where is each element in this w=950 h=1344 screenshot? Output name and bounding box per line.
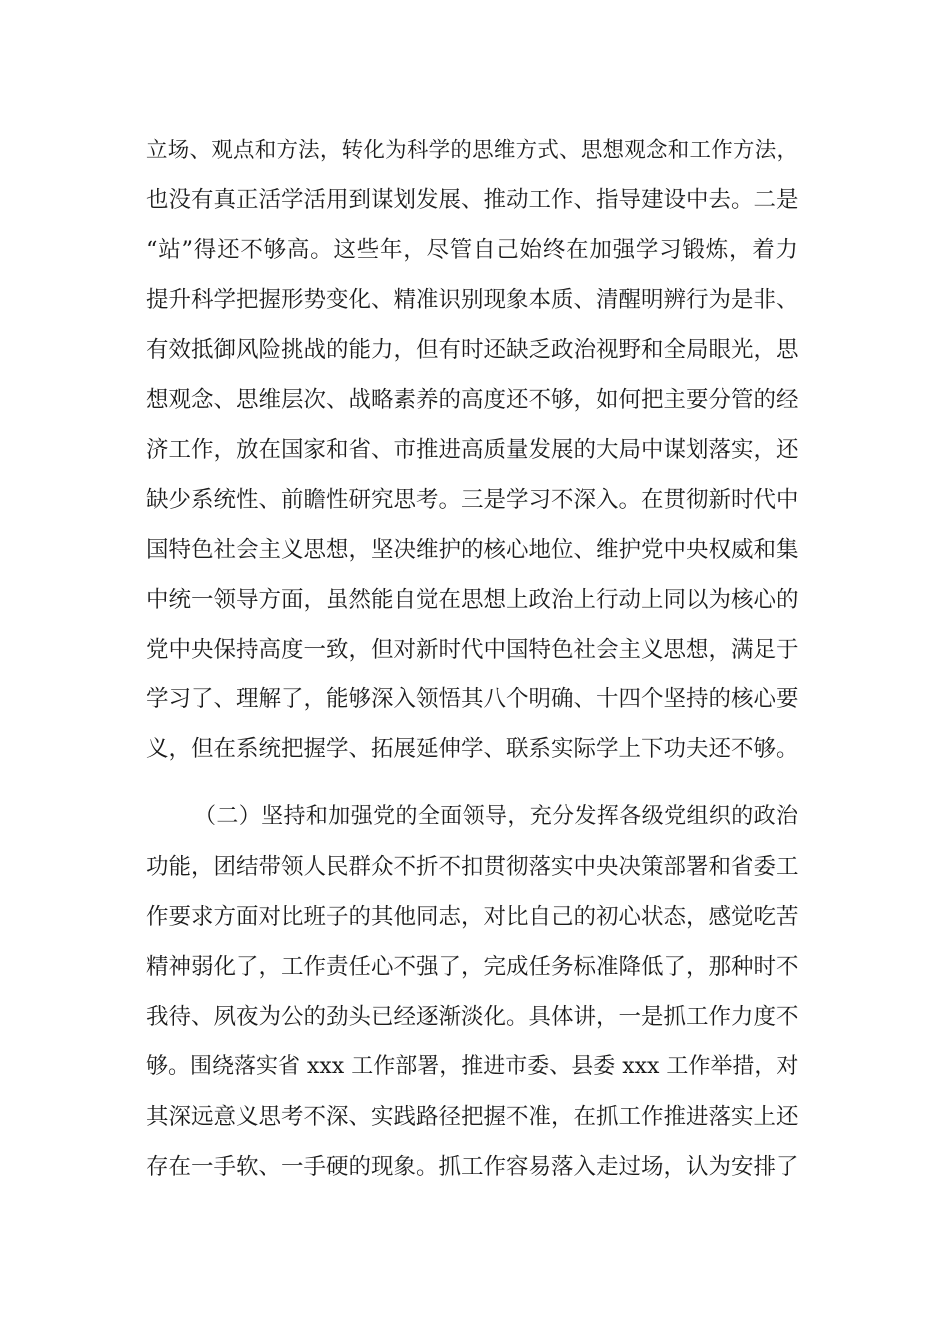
text-line: 其深远意义思考不深、实践路径把握不准，在抓工作推进落实上还: [146, 1104, 799, 1130]
text-line: 立场、观点和方法，转化为科学的思维方式、思想观念和工作方法，: [146, 138, 798, 163]
text-line: 中统一领导方面，虽然能自觉在思想上政治上行动上同以为核心的: [146, 587, 799, 613]
text-line: 我待、夙夜为公的劲头已经逐渐淡化。具体讲，一是抓工作力度不: [146, 1004, 799, 1030]
text-line: 存在一手软、一手硬的现象。抓工作容易落入走过场，认为安排了: [146, 1154, 799, 1180]
text-line: 想观念、思维层次、战略素养的高度还不够，如何把主要分管的经: [146, 387, 799, 413]
text-line: 学习了、理解了，能够深入领悟其八个明确、十四个坚持的核心要: [146, 686, 799, 712]
text-line: 精神弱化了，工作责任心不强了，完成任务标准降低了，那种时不: [146, 954, 799, 980]
text-line: 够。围绕落实省 xxx 工作部署，推进市委、县委 xxx 工作举措，对: [146, 1054, 799, 1079]
text-line: 济工作，放在国家和省、市推进高质量发展的大局中谋划落实，还: [146, 437, 799, 463]
text-line: 缺少系统性、前瞻性研究思考。三是学习不深入。在贯彻新时代中: [146, 487, 799, 513]
text-line: 功能，团结带领人民群众不折不扣贯彻落实中央决策部署和省委工: [146, 854, 799, 880]
text-line: “站”得还不够高。这些年，尽管自己始终在加强学习锻炼，着力: [146, 237, 798, 263]
text-line: 国特色社会主义思想，坚决维护的核心地位、维护党中央权威和集: [146, 537, 799, 563]
text-line: 义，但在系统把握学、拓展延伸学、联系实际学上下功夫还不够。: [146, 736, 799, 762]
text-line: （二）坚持和加强党的全面领导，充分发挥各级党组织的政治: [194, 804, 798, 829]
text-line: 也没有真正活学活用到谋划发展、推动工作、指导建设中去。二是: [146, 187, 799, 213]
text-line: 党中央保持高度一致，但对新时代中国特色社会主义思想，满足于: [146, 637, 799, 663]
text-line: 有效抵御风险挑战的能力，但有时还缺乏政治视野和全局眼光，思: [146, 337, 799, 363]
text-line: 提升科学把握形势变化、精准识别现象本质、清醒明辨行为是非、: [146, 287, 799, 313]
text-line: 作要求方面对比班子的其他同志，对比自己的初心状态，感觉吃苦: [146, 904, 799, 930]
